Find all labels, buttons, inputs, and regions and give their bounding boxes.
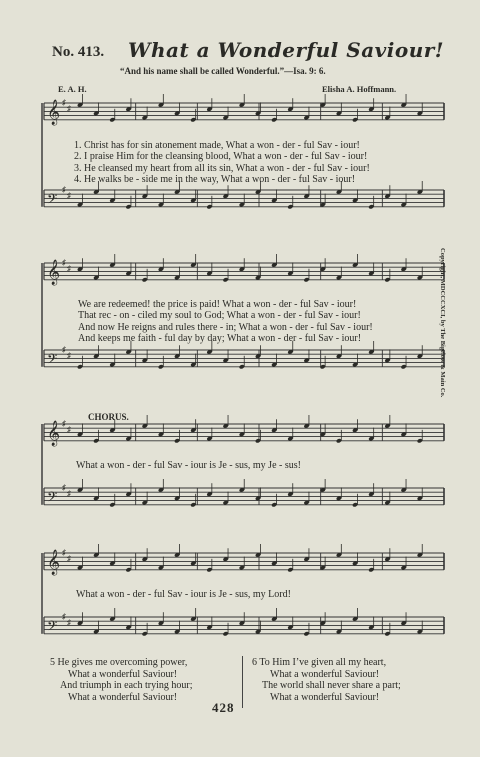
sharp-icon: ♯ (67, 351, 71, 360)
lyric-line: That rec - on - ciled my soul to God; What a won - der - ful Sav - iour! (78, 310, 361, 322)
sharp-icon: ♯ (67, 489, 71, 498)
sharp-icon: ♯ (67, 618, 71, 627)
hymn-number: No. 413. (52, 44, 105, 60)
treble-clef-icon: 𝄞 (47, 420, 61, 446)
sharp-icon: ♯ (62, 483, 66, 492)
sharp-icon: ♯ (67, 104, 71, 113)
composer-name: Elisha A. Hoffmann. (322, 84, 397, 94)
chorus-lyric-1: What a won - der - ful Sav - iour is Je - sus, my Je - sus! (76, 460, 301, 471)
sharp-icon: ♯ (62, 612, 66, 621)
lyric-line: 1. Christ has for sin atonement made, What a won - der - ful Sav - iour! (74, 140, 360, 151)
hymn-title: What a Wonderful Saviour! (128, 38, 445, 62)
sharp-icon: ♯ (62, 548, 66, 557)
sharp-icon: ♯ (62, 345, 66, 354)
verse-line: What a wonderful Saviour! (270, 691, 380, 703)
sharp-icon: ♯ (62, 258, 66, 267)
lyric-line: And keeps me faith - ful day by day; What a won - der - ful Sav - iour! (78, 333, 362, 345)
bass-clef-icon: 𝄢 (47, 617, 58, 637)
lyric-line: 2. I praise Him for the cleansing blood, What a won - der - ful Sav - iour! (74, 151, 368, 163)
sharp-icon: ♯ (62, 419, 66, 428)
verse-6 (252, 657, 401, 703)
copyright-notice: Copyright, MDCCCXCI, by The Bigelow & Main Co. (439, 248, 446, 398)
page-number: 428 (212, 700, 235, 715)
verse-line: What a wonderful Saviour! (68, 668, 178, 680)
verse-line: And triumph in each trying hour; (60, 680, 193, 691)
sharp-icon: ♯ (67, 264, 71, 273)
bass-clef-icon: 𝄢 (47, 350, 58, 370)
treble-clef-icon: 𝄞 (47, 99, 61, 125)
scripture-reference: “And his name shall be called Wonderful.”—Isa. 9: 6. (120, 66, 326, 76)
treble-clef-icon: 𝄞 (47, 259, 61, 285)
system2-lyrics (78, 299, 373, 345)
lyricist-initials: E. A. H. (58, 84, 87, 94)
sharp-icon: ♯ (67, 425, 71, 434)
bass-clef-icon: 𝄢 (47, 190, 58, 210)
verse-line: What a wonderful Saviour! (270, 668, 380, 680)
sharp-icon: ♯ (62, 98, 66, 107)
verse-line: What a wonderful Saviour! (68, 691, 178, 703)
chorus-label: CHORUS. (88, 412, 129, 422)
verse-line: The world shall never share a part; (262, 680, 401, 691)
chorus-lyric-2: What a won - der - ful Sav - iour is Je - sus, my Lord! (76, 589, 291, 600)
verse-divider (242, 656, 243, 708)
system1-lyrics (74, 140, 370, 186)
lyric-line: 3. He cleansed my heart from all its sin, What a won - der - ful Sav - iour! (74, 162, 370, 174)
treble-clef-icon: 𝄞 (47, 549, 61, 575)
lyric-line: And now He reigns and rules there - in; What a won - der - ful Sav - iour! (78, 321, 373, 333)
verse-line: 5 He gives me overcoming power, (50, 657, 188, 668)
sharp-icon: ♯ (67, 554, 71, 563)
bass-clef-icon: 𝄢 (47, 488, 58, 508)
verse-line: 6 To Him I’ve given all my heart, (252, 657, 387, 668)
sharp-icon: ♯ (62, 185, 66, 194)
lyric-line: 4. He walks be - side me in the way, What a won - der - ful Sav - iour! (74, 174, 356, 186)
sharp-icon: ♯ (67, 191, 71, 200)
lyric-line: We are redeemed! the price is paid! What a won - der - ful Sav - iour! (78, 299, 357, 310)
verse-5 (50, 657, 192, 703)
